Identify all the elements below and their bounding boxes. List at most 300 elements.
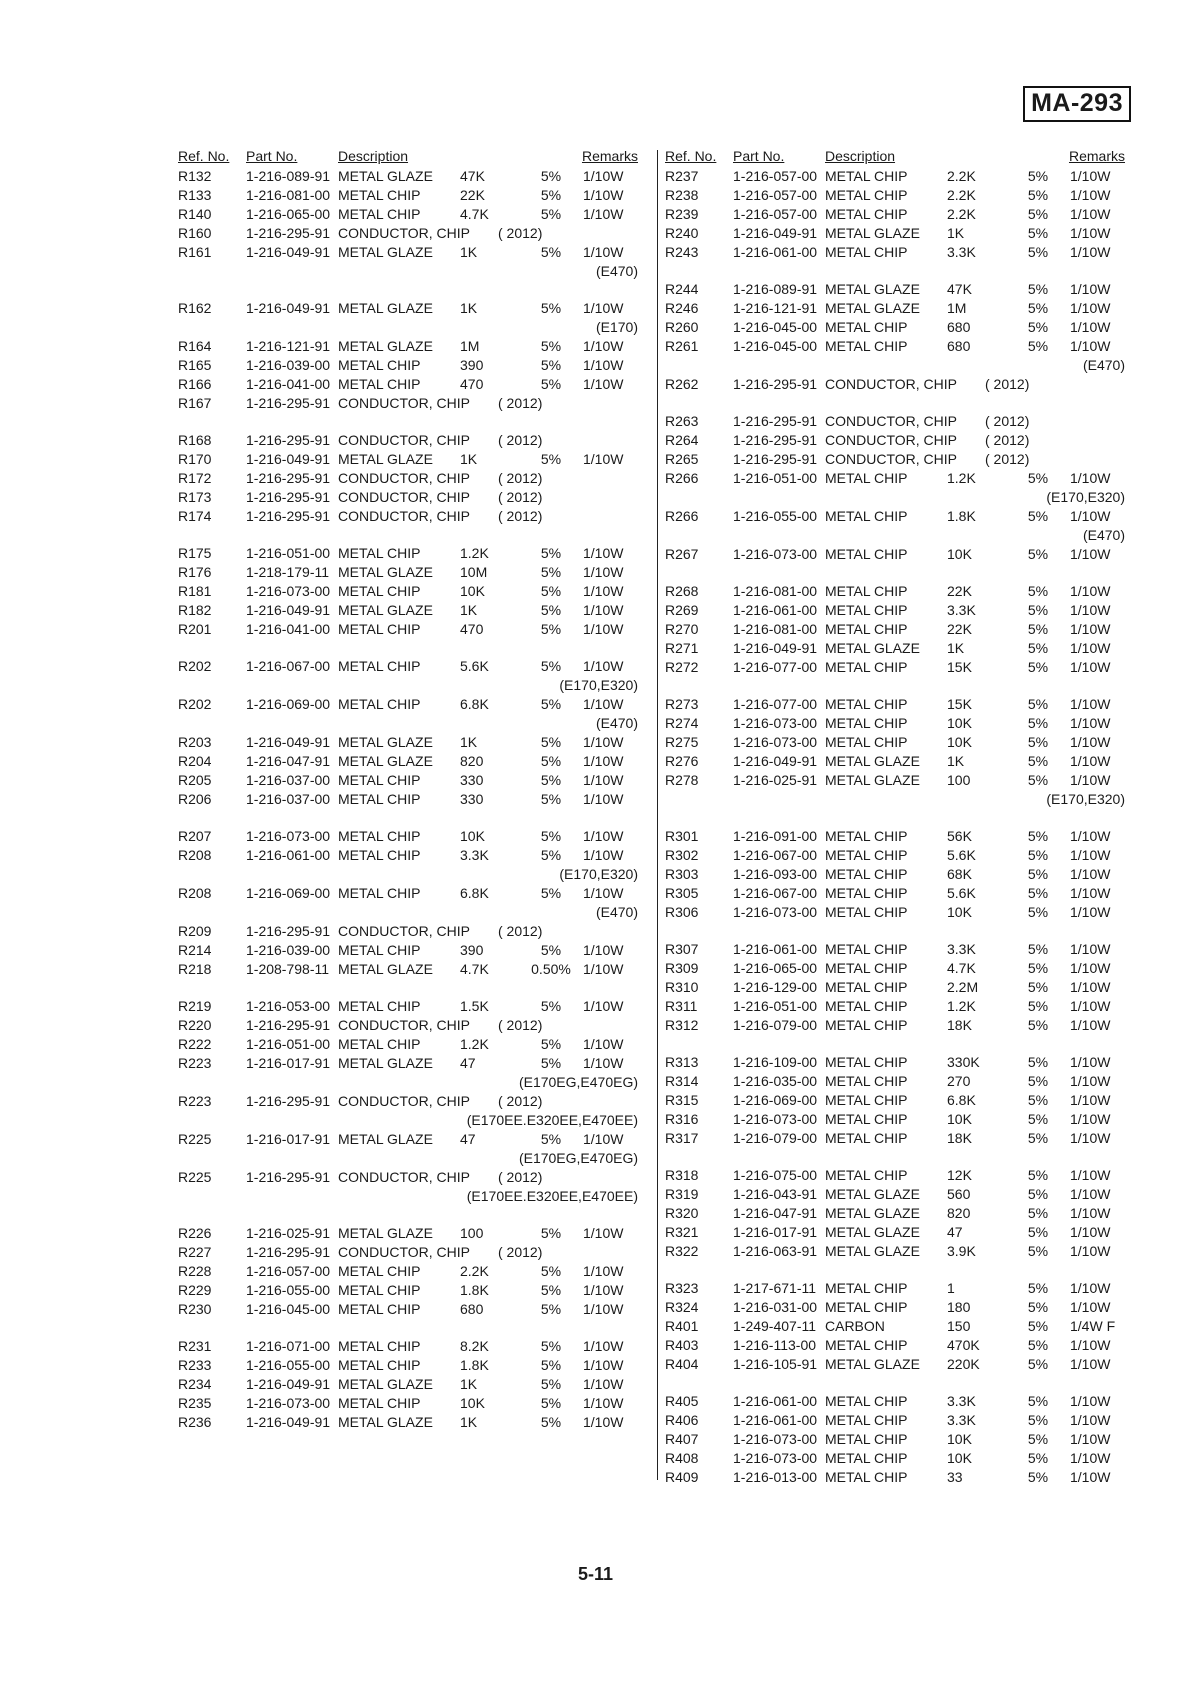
power-rating: 1/10W <box>1070 1111 1111 1127</box>
header-ref-no: Ref. No. <box>178 148 230 164</box>
part-no: 1-216-063-91 <box>733 1243 818 1259</box>
description: METAL CHIP <box>825 206 908 222</box>
part-row <box>665 1279 1135 1298</box>
ref-no: R275 <box>665 734 699 750</box>
power-rating: 1/10W <box>583 961 624 977</box>
tolerance: 5% <box>540 564 562 580</box>
description: METAL CHIP <box>825 979 908 995</box>
ref-no: R229 <box>178 1282 212 1298</box>
description: CONDUCTOR, CHIP <box>338 1244 470 1260</box>
ref-no: R309 <box>665 960 699 976</box>
part-row <box>665 733 1135 752</box>
tolerance: 5% <box>1027 1412 1049 1428</box>
remark-continuation-row <box>178 714 648 733</box>
description: METAL CHIP <box>825 696 908 712</box>
remark: (E470) <box>1082 357 1125 373</box>
part-row <box>665 1430 1135 1449</box>
part-no: 1-216-049-91 <box>246 1414 331 1430</box>
value: 47 <box>460 1131 476 1147</box>
description: METAL CHIP <box>825 1111 908 1127</box>
value: 47 <box>460 1055 476 1071</box>
value: 10K <box>947 1450 972 1466</box>
tolerance: 5% <box>540 1357 562 1373</box>
power-rating: 1/10W <box>1070 583 1111 599</box>
value: 2.2M <box>947 979 979 995</box>
part-row <box>178 922 648 941</box>
value: 1M <box>947 300 967 316</box>
remark: (E170) <box>595 319 638 335</box>
value: 680 <box>947 319 971 335</box>
part-row <box>178 337 648 356</box>
value: 2.2K <box>947 206 976 222</box>
part-row <box>665 1053 1135 1072</box>
description: METAL CHIP <box>825 508 908 524</box>
ref-no: R276 <box>665 753 699 769</box>
power-rating: 1/10W <box>583 564 624 580</box>
value: 2.2K <box>460 1263 489 1279</box>
value: 18K <box>947 1017 972 1033</box>
power-rating: 1/10W <box>1070 885 1111 901</box>
part-row <box>178 224 648 243</box>
value: 150 <box>947 1318 971 1334</box>
part-no: 1-216-073-00 <box>246 1395 331 1411</box>
part-no: 1-216-057-00 <box>733 187 818 203</box>
part-no: 1-216-295-91 <box>246 923 331 939</box>
part-no: 1-216-081-00 <box>246 187 331 203</box>
tolerance: 5% <box>1027 602 1049 618</box>
part-no: 1-216-295-91 <box>733 432 818 448</box>
tolerance: 5% <box>540 168 562 184</box>
value: 1K <box>460 300 478 316</box>
part-no: 1-216-049-91 <box>246 602 331 618</box>
description: METAL CHIP <box>825 470 908 486</box>
part-no: 1-216-073-00 <box>733 1450 818 1466</box>
value: 220K <box>947 1356 980 1372</box>
row-gap <box>178 979 648 997</box>
part-row <box>665 1204 1135 1223</box>
power-rating: 1/10W <box>1070 470 1111 486</box>
description: METAL CHIP <box>825 1092 908 1108</box>
tolerance: 5% <box>1027 640 1049 656</box>
part-no: 1-216-295-91 <box>246 508 331 524</box>
description: CONDUCTOR, CHIP <box>825 376 957 392</box>
part-row <box>665 752 1135 771</box>
part-no: 1-216-071-00 <box>246 1338 331 1354</box>
tolerance: 5% <box>540 696 562 712</box>
power-rating: 1/10W <box>1070 602 1111 618</box>
part-row <box>665 1242 1135 1261</box>
part-no: 1-216-079-00 <box>733 1130 818 1146</box>
ref-no: R269 <box>665 602 699 618</box>
power-rating: 1/10W <box>583 583 624 599</box>
ref-no: R168 <box>178 432 212 448</box>
part-row <box>178 960 648 979</box>
ref-no: R225 <box>178 1169 212 1185</box>
ref-no: R246 <box>665 300 699 316</box>
description: CONDUCTOR, CHIP <box>338 508 470 524</box>
value: 5.6K <box>947 885 976 901</box>
power-rating: 1/10W <box>1070 1356 1111 1372</box>
tolerance: 5% <box>1027 1054 1049 1070</box>
value: 10K <box>947 1111 972 1127</box>
power-rating: 1/10W <box>1070 1167 1111 1183</box>
value: 1.8K <box>947 508 976 524</box>
description: METAL CHIP <box>825 1431 908 1447</box>
description: CONDUCTOR, CHIP <box>825 432 957 448</box>
power-rating: 1/10W <box>1070 244 1111 260</box>
value: 10K <box>947 715 972 731</box>
tolerance: 5% <box>540 300 562 316</box>
part-no: 1-216-079-00 <box>733 1017 818 1033</box>
power-rating: 1/10W <box>1070 772 1111 788</box>
remark-continuation-row <box>178 1187 648 1206</box>
part-no: 1-216-035-00 <box>733 1073 818 1089</box>
power-rating: 1/10W <box>1070 1337 1111 1353</box>
ref-no: R175 <box>178 545 212 561</box>
part-row <box>178 356 648 375</box>
power-rating: 1/10W <box>1070 319 1111 335</box>
tolerance: 5% <box>540 1055 562 1071</box>
remark: (E170EG,E470EG) <box>518 1074 638 1090</box>
description: METAL CHIP <box>338 376 421 392</box>
remark-continuation-row <box>178 262 648 281</box>
power-rating: 1/10W <box>1070 998 1111 1014</box>
tolerance: 5% <box>1027 225 1049 241</box>
value: 330K <box>947 1054 980 1070</box>
ref-no: R302 <box>665 847 699 863</box>
part-row <box>665 940 1135 959</box>
part-no: 1-216-295-91 <box>246 489 331 505</box>
column-headers <box>665 148 1135 167</box>
part-row <box>178 657 648 676</box>
value: 10K <box>460 583 485 599</box>
part-row <box>178 488 648 507</box>
ref-no: R182 <box>178 602 212 618</box>
description: METAL GLAZE <box>338 961 433 977</box>
part-row <box>178 394 648 413</box>
power-rating: 1/10W <box>583 1338 624 1354</box>
part-row <box>665 997 1135 1016</box>
tolerance: 5% <box>1027 1280 1049 1296</box>
description: METAL CHIP <box>338 357 421 373</box>
description: METAL CHIP <box>825 1017 908 1033</box>
description: METAL CHIP <box>338 1395 421 1411</box>
value: 5.6K <box>947 847 976 863</box>
value: 180 <box>947 1299 971 1315</box>
part-row <box>178 431 648 450</box>
ref-no: R218 <box>178 961 212 977</box>
ref-no: R408 <box>665 1450 699 1466</box>
ref-no: R407 <box>665 1431 699 1447</box>
part-row <box>665 450 1135 469</box>
tolerance: 5% <box>540 338 562 354</box>
part-no: 1-216-089-91 <box>733 281 818 297</box>
remark: (E170,E320) <box>559 866 638 882</box>
tolerance: 5% <box>540 1376 562 1392</box>
part-no: 1-216-055-00 <box>733 508 818 524</box>
value: 1K <box>460 1414 478 1430</box>
value: 10K <box>947 904 972 920</box>
tolerance: 5% <box>540 658 562 674</box>
part-no: 1-216-065-00 <box>733 960 818 976</box>
value: 12K <box>947 1167 972 1183</box>
ref-no: R230 <box>178 1301 212 1317</box>
part-no: 1-216-055-00 <box>246 1357 331 1373</box>
tolerance: 5% <box>1027 772 1049 788</box>
tolerance: 5% <box>540 187 562 203</box>
value: 3.3K <box>947 602 976 618</box>
value: 1K <box>460 244 478 260</box>
ref-no: R214 <box>178 942 212 958</box>
value: 680 <box>947 338 971 354</box>
value: 1.2K <box>460 1036 489 1052</box>
part-no: 1-216-057-00 <box>733 168 818 184</box>
tolerance: 5% <box>1027 1130 1049 1146</box>
part-row <box>178 1224 648 1243</box>
part-no: 1-216-069-00 <box>246 696 331 712</box>
conductor-size: ( 2012) <box>498 225 543 241</box>
part-no: 1-216-069-00 <box>733 1092 818 1108</box>
part-no: 1-216-075-00 <box>733 1167 818 1183</box>
power-rating: 1/10W <box>583 621 624 637</box>
power-rating: 1/10W <box>583 1225 624 1241</box>
description: METAL GLAZE <box>825 1356 920 1372</box>
description: METAL CHIP <box>825 1337 908 1353</box>
page-number: 5-11 <box>577 1564 614 1584</box>
part-row <box>665 337 1135 356</box>
value: 10K <box>947 734 972 750</box>
part-no: 1-216-073-00 <box>733 904 818 920</box>
part-no: 1-216-121-91 <box>733 300 818 316</box>
description: METAL CHIP <box>825 1167 908 1183</box>
conductor-size: ( 2012) <box>498 1169 543 1185</box>
description: METAL GLAZE <box>338 1376 433 1392</box>
part-row <box>665 412 1135 431</box>
power-rating: 1/10W <box>1070 640 1111 656</box>
tolerance: 5% <box>540 451 562 467</box>
ref-no: R406 <box>665 1412 699 1428</box>
description: METAL CHIP <box>338 621 421 637</box>
part-row <box>665 1355 1135 1374</box>
remark: (E170,E320) <box>1046 489 1125 505</box>
description: METAL GLAZE <box>825 1224 920 1240</box>
power-rating: 1/10W <box>583 300 624 316</box>
part-row <box>665 224 1135 243</box>
tolerance: 5% <box>540 1414 562 1430</box>
remark: (E470) <box>595 904 638 920</box>
power-rating: 1/10W <box>1070 847 1111 863</box>
description: METAL CHIP <box>825 602 908 618</box>
conductor-size: ( 2012) <box>498 923 543 939</box>
description: METAL GLAZE <box>825 753 920 769</box>
part-no: 1-216-089-91 <box>246 168 331 184</box>
ref-no: R265 <box>665 451 699 467</box>
ref-no: R307 <box>665 941 699 957</box>
power-rating: 1/10W <box>1070 338 1111 354</box>
part-row <box>178 1413 648 1432</box>
part-no: 1-216-073-00 <box>733 734 818 750</box>
part-no: 1-249-407-11 <box>733 1318 817 1334</box>
value: 8.2K <box>460 1338 489 1354</box>
power-rating: 1/10W <box>1070 187 1111 203</box>
description: METAL CHIP <box>825 1469 908 1485</box>
part-row <box>178 186 648 205</box>
ref-no: R263 <box>665 413 699 429</box>
power-rating: 1/10W <box>1070 1224 1111 1240</box>
part-row <box>665 1072 1135 1091</box>
part-row <box>178 544 648 563</box>
part-no: 1-216-295-91 <box>733 376 818 392</box>
part-row <box>665 1468 1135 1487</box>
description: METAL GLAZE <box>338 734 433 750</box>
tolerance: 5% <box>1027 885 1049 901</box>
part-row <box>178 1243 648 1262</box>
description: METAL CHIP <box>825 941 908 957</box>
part-row <box>178 884 648 903</box>
part-no: 1-216-061-00 <box>733 602 818 618</box>
part-no: 1-216-045-00 <box>246 1301 331 1317</box>
ref-no: R231 <box>178 1338 212 1354</box>
ref-no: R261 <box>665 338 699 354</box>
power-rating: 1/10W <box>1070 1054 1111 1070</box>
part-row <box>665 1298 1135 1317</box>
part-no: 1-216-043-91 <box>733 1186 818 1202</box>
value: 1.8K <box>460 1282 489 1298</box>
value: 820 <box>947 1205 971 1221</box>
part-no: 1-216-295-91 <box>246 1169 331 1185</box>
part-no: 1-216-025-91 <box>246 1225 331 1241</box>
description: METAL CHIP <box>825 904 908 920</box>
value: 22K <box>460 187 485 203</box>
conductor-size: ( 2012) <box>985 413 1030 429</box>
description: METAL GLAZE <box>825 1243 920 1259</box>
description: METAL CHIP <box>825 1054 908 1070</box>
ref-no: R205 <box>178 772 212 788</box>
conductor-size: ( 2012) <box>985 451 1030 467</box>
part-no: 1-216-051-00 <box>733 470 818 486</box>
part-no: 1-216-073-00 <box>733 1431 818 1447</box>
part-row <box>178 450 648 469</box>
description: METAL CHIP <box>338 772 421 788</box>
part-row <box>665 205 1135 224</box>
tolerance: 5% <box>1027 206 1049 222</box>
power-rating: 1/10W <box>1070 546 1111 562</box>
tolerance: 5% <box>540 1036 562 1052</box>
ref-no: R236 <box>178 1414 212 1430</box>
part-row <box>665 1110 1135 1129</box>
value: 3.3K <box>947 244 976 260</box>
part-no: 1-216-047-91 <box>733 1205 818 1221</box>
power-rating: 1/10W <box>1070 753 1111 769</box>
part-no: 1-216-061-00 <box>246 847 331 863</box>
description: CONDUCTOR, CHIP <box>338 395 470 411</box>
value: 330 <box>460 791 484 807</box>
description: CONDUCTOR, CHIP <box>338 1017 470 1033</box>
power-rating: 1/10W <box>583 1263 624 1279</box>
part-row <box>178 1281 648 1300</box>
part-no: 1-216-051-00 <box>246 545 331 561</box>
ref-no: R166 <box>178 376 212 392</box>
value: 560 <box>947 1186 971 1202</box>
tolerance: 5% <box>540 357 562 373</box>
ref-no: R238 <box>665 187 699 203</box>
part-no: 1-216-013-00 <box>733 1469 818 1485</box>
description: METAL GLAZE <box>825 1186 920 1202</box>
part-no: 1-216-025-91 <box>733 772 818 788</box>
value: 47K <box>460 168 485 184</box>
description: METAL CHIP <box>338 583 421 599</box>
power-rating: 1/10W <box>1070 941 1111 957</box>
description: METAL CHIP <box>825 659 908 675</box>
ref-no: R262 <box>665 376 699 392</box>
tolerance: 5% <box>1027 1092 1049 1108</box>
value: 4.7K <box>947 960 976 976</box>
tolerance: 5% <box>1027 1450 1049 1466</box>
tolerance: 5% <box>1027 1111 1049 1127</box>
part-row <box>665 1392 1135 1411</box>
description: METAL GLAZE <box>338 451 433 467</box>
description: CONDUCTOR, CHIP <box>338 489 470 505</box>
part-row <box>178 1092 648 1111</box>
tolerance: 5% <box>1027 1017 1049 1033</box>
ref-no: R133 <box>178 187 212 203</box>
row-gap <box>665 1148 1135 1166</box>
part-row <box>178 1054 648 1073</box>
value: 4.7K <box>460 961 489 977</box>
header-ref-no: Ref. No. <box>665 148 717 164</box>
tolerance: 5% <box>540 1263 562 1279</box>
ref-no: R244 <box>665 281 699 297</box>
power-rating: 1/10W <box>583 338 624 354</box>
value: 820 <box>460 753 484 769</box>
part-row <box>178 507 648 526</box>
part-row <box>665 1317 1135 1336</box>
tolerance: 5% <box>540 772 562 788</box>
remark: (E170EE.E320EE,E470EE) <box>466 1112 638 1128</box>
part-no: 1-216-295-91 <box>246 1017 331 1033</box>
description: METAL CHIP <box>825 1450 908 1466</box>
description: METAL CHIP <box>825 1130 908 1146</box>
description: METAL GLAZE <box>338 168 433 184</box>
ref-no: R206 <box>178 791 212 807</box>
part-row <box>665 1223 1135 1242</box>
power-rating: 1/10W <box>583 602 624 618</box>
ref-no: R260 <box>665 319 699 335</box>
remark: (E170EE.E320EE,E470EE) <box>466 1188 638 1204</box>
value: 22K <box>947 583 972 599</box>
description: CONDUCTOR, CHIP <box>825 413 957 429</box>
power-rating: 1/10W <box>583 1036 624 1052</box>
ref-no: R202 <box>178 658 212 674</box>
value: 56K <box>947 828 972 844</box>
power-rating: 1/10W <box>583 451 624 467</box>
ref-no: R164 <box>178 338 212 354</box>
part-no: 1-216-061-00 <box>733 941 818 957</box>
conductor-size: ( 2012) <box>498 1093 543 1109</box>
part-no: 1-216-295-91 <box>246 432 331 448</box>
part-row <box>178 1356 648 1375</box>
remark: (E470) <box>595 263 638 279</box>
description: METAL GLAZE <box>338 1225 433 1241</box>
row-gap <box>665 1035 1135 1053</box>
part-no: 1-216-067-00 <box>733 885 818 901</box>
tolerance: 5% <box>1027 621 1049 637</box>
power-rating: 1/10W <box>1070 960 1111 976</box>
part-row <box>178 1168 648 1187</box>
value: 3.3K <box>947 941 976 957</box>
ref-no: R208 <box>178 885 212 901</box>
value: 2.2K <box>947 168 976 184</box>
